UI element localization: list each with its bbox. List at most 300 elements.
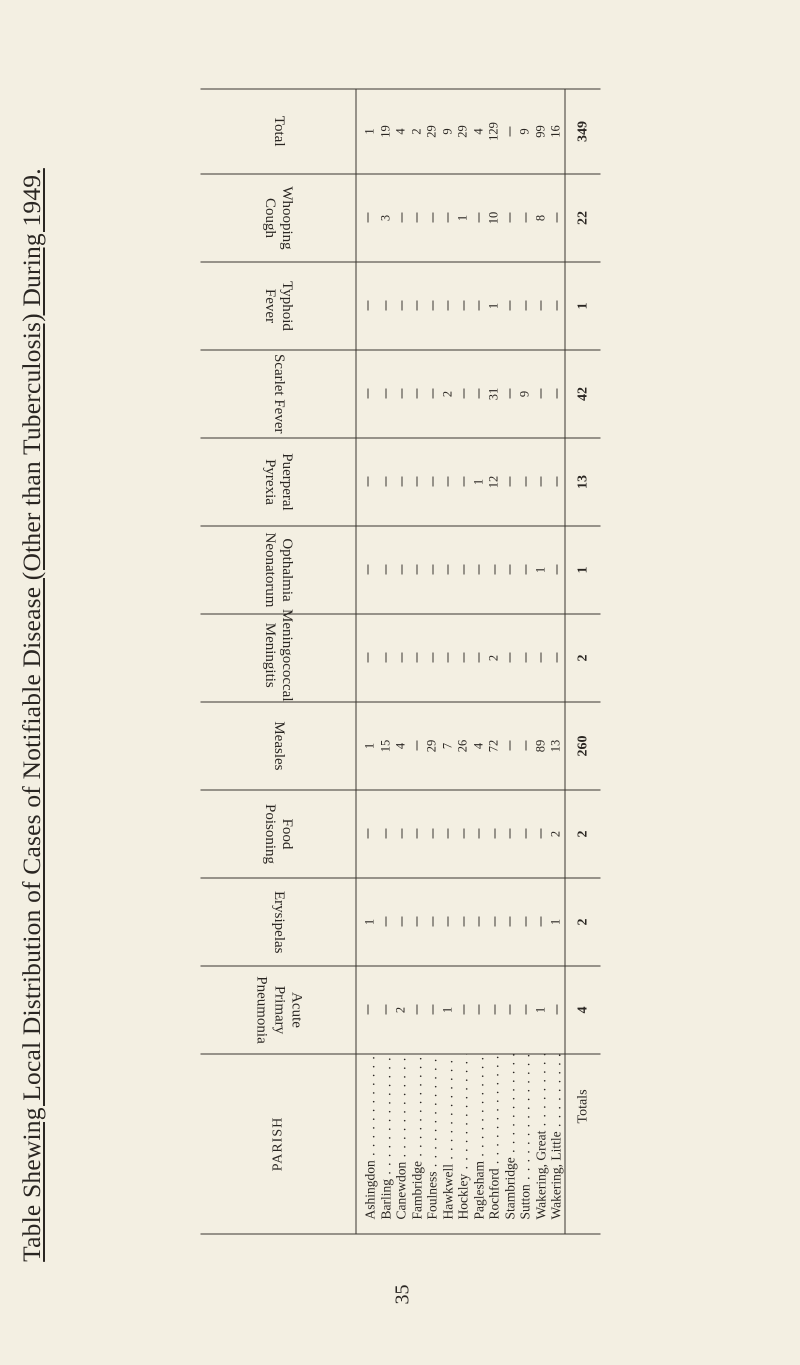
dash-mark [510, 477, 511, 487]
table-cell [394, 790, 410, 878]
table-cell [549, 174, 565, 262]
dash-mark [556, 477, 557, 487]
table-row [394, 89, 410, 1234]
table-cell [549, 966, 565, 1054]
dash-mark [448, 653, 449, 663]
table-cell [456, 350, 472, 438]
parish-name: Sutton . . . [518, 1054, 534, 1234]
dash-mark [494, 565, 495, 575]
table-cell [356, 174, 378, 262]
table-cell [456, 262, 472, 350]
table-cell: 9 [518, 350, 534, 438]
column-header-label: Meningococcal Meningitis [262, 609, 296, 702]
dash-mark [386, 477, 387, 487]
dash-mark [401, 653, 402, 663]
table-cell: 4 [471, 89, 487, 174]
table-cell: 13 [549, 702, 565, 790]
table-cell [356, 350, 378, 438]
table-cell [456, 438, 472, 526]
dash-mark [479, 917, 480, 927]
table-row [440, 89, 456, 1234]
table-cell [487, 790, 503, 878]
table-cell: 42 [565, 350, 601, 438]
table-cell [518, 438, 534, 526]
dash-mark [367, 829, 368, 839]
dash-mark [367, 1005, 368, 1015]
table-cell: 99 [533, 89, 549, 174]
column-header [201, 526, 357, 614]
table-cell [425, 262, 441, 350]
table-cell [533, 790, 549, 878]
table-cell [502, 790, 518, 878]
disease-distribution-table [201, 90, 601, 1235]
table-cell: 29 [425, 702, 441, 790]
dash-mark [463, 565, 464, 575]
table-cell [549, 262, 565, 350]
parish-name: Barling . . . [378, 1054, 394, 1234]
table-cell [440, 790, 456, 878]
table-cell: 1 [533, 966, 549, 1054]
table-cell: 29 [456, 89, 472, 174]
dash-mark [463, 653, 464, 663]
table-cell: 1 [487, 262, 503, 350]
table-cell [502, 966, 518, 1054]
table-cell [378, 526, 394, 614]
column-header [201, 89, 357, 174]
dash-mark [479, 389, 480, 399]
table-cell: 2 [565, 790, 601, 878]
dash-mark [541, 389, 542, 399]
dash-mark [432, 301, 433, 311]
table-cell: 2 [440, 350, 456, 438]
table-cell: 15 [378, 702, 394, 790]
dash-mark [556, 301, 557, 311]
table-cell [356, 966, 378, 1054]
dash-mark [541, 301, 542, 311]
table-cell [394, 878, 410, 966]
table-row [356, 89, 378, 1234]
dash-mark [556, 1005, 557, 1015]
table-cell: 8 [533, 174, 549, 262]
table-cell [518, 614, 534, 702]
column-header [201, 262, 357, 350]
table-row [549, 89, 565, 1234]
table-cell [356, 614, 378, 702]
table-cell: 3 [378, 174, 394, 262]
table-cell [378, 262, 394, 350]
dash-mark [386, 301, 387, 311]
table-cell [425, 614, 441, 702]
dash-mark [386, 653, 387, 663]
table-cell [533, 350, 549, 438]
table-cell [425, 526, 441, 614]
dash-mark [556, 213, 557, 223]
table-cell [409, 438, 425, 526]
dash-mark [417, 917, 418, 927]
table-cell [394, 438, 410, 526]
table-cell: 89 [533, 702, 549, 790]
dash-mark [417, 301, 418, 311]
dash-mark [432, 653, 433, 663]
dash-mark [479, 653, 480, 663]
page-title: Table Shewing Local Distribution of Cases of Notifiable Disease (Other than Tuberculosis) During 1949. [17, 168, 46, 1262]
dash-mark [494, 917, 495, 927]
table-cell [409, 262, 425, 350]
table-cell [409, 966, 425, 1054]
column-header [201, 438, 357, 526]
dash-mark [417, 213, 418, 223]
dash-mark [510, 127, 511, 137]
column-header-label: Puerperal Pyrexia [262, 453, 296, 511]
dash-mark [367, 389, 368, 399]
dash-mark [417, 565, 418, 575]
table-cell [394, 526, 410, 614]
table-cell: 16 [549, 89, 565, 174]
table-cell [409, 702, 425, 790]
parish-name: Hockley . . . [456, 1054, 472, 1234]
dash-mark [494, 1005, 495, 1015]
dash-mark [432, 213, 433, 223]
table-cell [409, 614, 425, 702]
table-cell: 26 [456, 702, 472, 790]
dash-mark [510, 917, 511, 927]
table-cell [378, 614, 394, 702]
table-cell [378, 878, 394, 966]
dash-mark [448, 565, 449, 575]
dash-mark [386, 389, 387, 399]
dash-mark [448, 917, 449, 927]
table-cell [456, 526, 472, 614]
table-cell: 1 [565, 526, 601, 614]
table-row [502, 89, 518, 1234]
table-cell [471, 262, 487, 350]
table-row [518, 89, 534, 1234]
table-cell: 2 [565, 878, 601, 966]
table-cell: 1 [440, 966, 456, 1054]
parish-name: Wakering, Little . . . [549, 1054, 565, 1234]
dash-mark [541, 653, 542, 663]
totals-row [565, 89, 601, 1234]
dash-mark [463, 477, 464, 487]
table-cell [378, 438, 394, 526]
column-header [201, 878, 357, 966]
table-cell [518, 702, 534, 790]
dash-mark [510, 741, 511, 751]
column-header-label: Measles [270, 721, 287, 771]
table-cell: 1 [456, 174, 472, 262]
table-cell [456, 966, 472, 1054]
column-header-label: Total [270, 116, 287, 147]
dash-mark [367, 213, 368, 223]
dash-mark [463, 1005, 464, 1015]
table-cell [549, 438, 565, 526]
dash-mark [479, 565, 480, 575]
column-header-label: Whooping Cough [262, 186, 296, 250]
table-cell [440, 438, 456, 526]
table-cell [502, 89, 518, 174]
dash-mark [448, 477, 449, 487]
column-header-label: Erysipelas [270, 890, 287, 954]
table-row [456, 89, 472, 1234]
table-cell [425, 790, 441, 878]
table-cell [518, 174, 534, 262]
table-row [471, 89, 487, 1234]
table-cell [409, 350, 425, 438]
table-cell [518, 526, 534, 614]
table-cell [356, 790, 378, 878]
dash-mark [541, 829, 542, 839]
table-cell [471, 966, 487, 1054]
dash-mark [432, 389, 433, 399]
table-cell [378, 966, 394, 1054]
table-cell [394, 174, 410, 262]
table-cell: 10 [487, 174, 503, 262]
table-cell: 349 [565, 89, 601, 174]
dash-mark [367, 477, 368, 487]
dash-mark [510, 565, 511, 575]
dash-mark [463, 917, 464, 927]
dash-mark [386, 565, 387, 575]
dash-mark [432, 917, 433, 927]
table-cell [356, 526, 378, 614]
dash-mark [401, 917, 402, 927]
table-cell: 4 [394, 702, 410, 790]
table-cell: 1 [565, 262, 601, 350]
dash-mark [463, 829, 464, 839]
page-number: 35 [391, 1284, 414, 1305]
dash-mark [525, 565, 526, 575]
table-cell [456, 614, 472, 702]
table-cell [425, 966, 441, 1054]
table-cell [518, 966, 534, 1054]
column-header [201, 609, 357, 702]
totals-label: Totals [565, 1054, 601, 1234]
table-cell: 2 [394, 966, 410, 1054]
table-cell [409, 790, 425, 878]
dash-mark [432, 565, 433, 575]
dash-mark [525, 213, 526, 223]
dash-mark [463, 301, 464, 311]
parish-name: Rochford . . . [487, 1054, 503, 1234]
column-header [201, 966, 357, 1054]
table-cell [456, 878, 472, 966]
dash-mark [541, 477, 542, 487]
dash-mark [386, 829, 387, 839]
table-row [425, 89, 441, 1234]
parish-name: Stambridge . . . [502, 1054, 518, 1234]
table-cell: 1 [356, 702, 378, 790]
table-cell [487, 526, 503, 614]
table-cell [518, 790, 534, 878]
dash-mark [367, 653, 368, 663]
table-cell: 31 [487, 350, 503, 438]
table-cell [356, 438, 378, 526]
table-cell: 4 [565, 966, 601, 1054]
dash-mark [417, 829, 418, 839]
table-cell: 4 [471, 702, 487, 790]
dash-mark [510, 1005, 511, 1015]
table-cell [356, 262, 378, 350]
table-cell: 13 [565, 438, 601, 526]
dash-mark [417, 477, 418, 487]
dash-mark [432, 1005, 433, 1015]
table-cell [425, 438, 441, 526]
table-cell: 29 [425, 89, 441, 174]
table-cell: 9 [440, 89, 456, 174]
dash-mark [479, 301, 480, 311]
table-cell: 2 [487, 614, 503, 702]
dash-mark [401, 829, 402, 839]
parish-name: Canewdon . . . [394, 1054, 410, 1234]
dash-mark [510, 213, 511, 223]
column-header-label: Typhoid Fever [262, 281, 296, 331]
dash-mark [525, 301, 526, 311]
table-cell [549, 614, 565, 702]
table-cell [409, 878, 425, 966]
table-cell [502, 526, 518, 614]
table-cell [394, 614, 410, 702]
table-cell [549, 350, 565, 438]
table-cell [409, 174, 425, 262]
dash-mark [525, 653, 526, 663]
table-cell: 2 [549, 790, 565, 878]
dash-mark [386, 1005, 387, 1015]
parish-name: Hawkwell . . . [440, 1054, 456, 1234]
table-cell [440, 878, 456, 966]
column-header [201, 350, 357, 438]
dash-mark [525, 477, 526, 487]
table-cell [456, 790, 472, 878]
dash-mark [401, 565, 402, 575]
table-cell [471, 614, 487, 702]
column-header [201, 790, 357, 878]
dash-mark [556, 565, 557, 575]
table-cell: 1 [356, 89, 378, 174]
table-cell: 129 [487, 89, 503, 174]
table-cell [502, 262, 518, 350]
table-cell [502, 614, 518, 702]
table-cell [440, 526, 456, 614]
dash-mark [494, 829, 495, 839]
dash-mark [479, 1005, 480, 1015]
table-cell: 2 [565, 614, 601, 702]
table-cell [533, 262, 549, 350]
table-row [378, 89, 394, 1234]
table-cell: 7 [440, 702, 456, 790]
dash-mark [510, 301, 511, 311]
table-cell [502, 174, 518, 262]
dash-mark [525, 1005, 526, 1015]
dash-mark [448, 301, 449, 311]
dash-mark [432, 829, 433, 839]
dash-mark [448, 213, 449, 223]
table-cell [487, 966, 503, 1054]
table-cell [549, 526, 565, 614]
table-cell: 1 [549, 878, 565, 966]
table-cell [394, 262, 410, 350]
dash-mark [432, 477, 433, 487]
dash-mark [401, 213, 402, 223]
dash-mark [525, 741, 526, 751]
parish-header: PARISH [201, 1054, 357, 1234]
table-cell [502, 438, 518, 526]
table-cell: 9 [518, 89, 534, 174]
parish-name: Fambridge . . . [409, 1054, 425, 1234]
dash-mark [479, 829, 480, 839]
table-cell [471, 174, 487, 262]
table-cell [409, 526, 425, 614]
table-cell [440, 262, 456, 350]
table-cell [471, 526, 487, 614]
dash-mark [401, 301, 402, 311]
dash-mark [401, 477, 402, 487]
dash-mark [510, 653, 511, 663]
parish-name: Wakering, Great . . . [533, 1054, 549, 1234]
table-cell: 1 [533, 526, 549, 614]
table-cell [502, 878, 518, 966]
dash-mark [463, 389, 464, 399]
table-cell [502, 702, 518, 790]
table-cell [533, 438, 549, 526]
table-cell [471, 350, 487, 438]
table-cell [518, 262, 534, 350]
column-header-label: Acute Primary Pneumonia [253, 976, 304, 1044]
column-header-label: Food Poisoning [262, 803, 296, 864]
table-cell [533, 878, 549, 966]
table-cell: 22 [565, 174, 601, 262]
table-row [533, 89, 549, 1234]
table-cell [394, 350, 410, 438]
table-cell: 260 [565, 702, 601, 790]
table-cell: 2 [409, 89, 425, 174]
column-header [201, 702, 357, 790]
column-header-label: Opthalmia Neonatorum [262, 532, 296, 608]
table-cell [440, 614, 456, 702]
column-header [201, 174, 357, 262]
table-cell [440, 174, 456, 262]
table-cell [518, 878, 534, 966]
table-cell [502, 350, 518, 438]
column-header-label: Scarlet Fever [270, 354, 287, 434]
dash-mark [448, 829, 449, 839]
table-cell: 1 [356, 878, 378, 966]
table-cell: 12 [487, 438, 503, 526]
parish-name: Ashingdon . . . [356, 1054, 378, 1234]
dash-mark [417, 741, 418, 751]
table-cell [378, 790, 394, 878]
table-cell [425, 350, 441, 438]
table-cell: 72 [487, 702, 503, 790]
dash-mark [386, 917, 387, 927]
table-cell [487, 878, 503, 966]
dash-mark [417, 653, 418, 663]
table-row [487, 89, 503, 1234]
table-row [409, 89, 425, 1234]
dash-mark [367, 301, 368, 311]
dash-mark [525, 829, 526, 839]
dash-mark [541, 917, 542, 927]
table-cell [425, 878, 441, 966]
dash-mark [479, 213, 480, 223]
table-cell [471, 878, 487, 966]
dash-mark [367, 565, 368, 575]
table-cell [533, 614, 549, 702]
dash-mark [510, 829, 511, 839]
dash-mark [401, 389, 402, 399]
table-cell: 19 [378, 89, 394, 174]
dash-mark [556, 653, 557, 663]
table-cell: 4 [394, 89, 410, 174]
